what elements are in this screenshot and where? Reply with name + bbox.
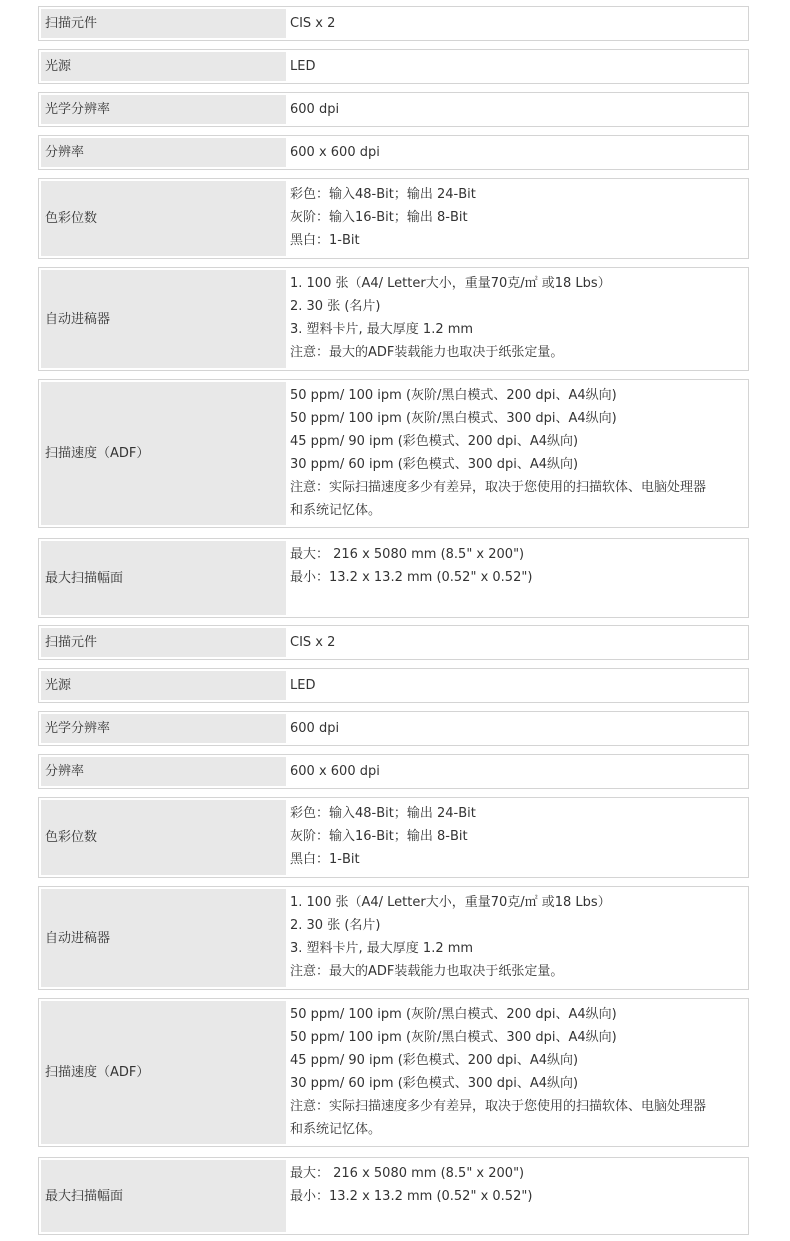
spec-label: 分辨率 [41, 138, 286, 167]
spec-value-line: 注意：实际扫描速度多少有差异，取决于您使用的扫描软体、电脑处理器 [290, 480, 707, 495]
spec-value-line: 3. 塑料卡片, 最大厚度 1.2 mm [290, 322, 474, 337]
spec-row [38, 668, 749, 703]
spec-value-line: 50 ppm/ 100 ipm (灰阶/黑白模式、200 dpi、A4纵向) [290, 388, 617, 403]
spec-row [38, 6, 749, 41]
spec-value-line: 3. 塑料卡片, 最大厚度 1.2 mm [290, 941, 474, 956]
spec-row [38, 754, 749, 789]
spec-value [286, 181, 746, 256]
spec-row [38, 538, 749, 618]
spec-label: 色彩位数 [41, 800, 286, 875]
spec-value-line: 45 ppm/ 90 ipm (彩色模式、200 dpi、A4纵向) [290, 1053, 579, 1068]
spec-value-line: 45 ppm/ 90 ipm (彩色模式、200 dpi、A4纵向) [290, 434, 579, 449]
spec-value-line: 彩色：输入48-Bit；输出 24-Bit [290, 187, 476, 202]
spec-value [286, 52, 746, 81]
spec-value [286, 541, 746, 615]
spec-label: 扫描速度（ADF） [41, 1001, 286, 1144]
spec-value-line: 50 ppm/ 100 ipm (灰阶/黑白模式、200 dpi、A4纵向) [290, 1007, 617, 1022]
spec-value-line: 600 dpi [290, 102, 340, 117]
spec-value-line: 1. 100 张（A4/ Letter大小，重量70克/㎡ 或18 Lbs） [290, 276, 611, 291]
spec-value-line: 最小：13.2 x 13.2 mm (0.52" x 0.52") [290, 1189, 533, 1204]
spec-value-line: 注意：最大的ADF装载能力也取决于纸张定量。 [290, 964, 564, 979]
spec-label: 最大扫描幅面 [41, 1160, 286, 1232]
spec-value [286, 889, 746, 987]
spec-value-line: 30 ppm/ 60 ipm (彩色模式、300 dpi、A4纵向) [290, 457, 579, 472]
spec-label: 自动进稿器 [41, 889, 286, 987]
spec-value-line: 注意：最大的ADF装载能力也取决于纸张定量。 [290, 345, 564, 360]
spec-value-line: LED [290, 59, 316, 74]
spec-row [38, 267, 749, 371]
spec-value [286, 1160, 746, 1232]
spec-value [286, 714, 746, 743]
spec-label: 光学分辨率 [41, 714, 286, 743]
spec-row [38, 49, 749, 84]
spec-value [286, 628, 746, 657]
spec-value-line: 1. 100 张（A4/ Letter大小，重量70克/㎡ 或18 Lbs） [290, 895, 611, 910]
spec-value [286, 95, 746, 124]
spec-row [38, 379, 749, 528]
spec-value-line: 最大： 216 x 5080 mm (8.5" x 200") [290, 1166, 525, 1181]
spec-value-line: CIS x 2 [290, 635, 336, 650]
spec-value-line: 2. 30 张 (名片) [290, 299, 381, 314]
spec-label: 光学分辨率 [41, 95, 286, 124]
spec-value [286, 757, 746, 786]
spec-value-line: 和系统记忆体。 [290, 503, 382, 518]
spec-value [286, 1001, 746, 1144]
spec-label: 最大扫描幅面 [41, 541, 286, 615]
spec-value-line: 灰阶：输入16-Bit；输出 8-Bit [290, 210, 468, 225]
spec-value [286, 382, 746, 525]
spec-value-line: 50 ppm/ 100 ipm (灰阶/黑白模式、300 dpi、A4纵向) [290, 1030, 617, 1045]
spec-value-line: 灰阶：输入16-Bit；输出 8-Bit [290, 829, 468, 844]
spec-value-line: CIS x 2 [290, 16, 336, 31]
spec-value [286, 671, 746, 700]
spec-row [38, 797, 749, 878]
spec-value-line: 600 dpi [290, 721, 340, 736]
spec-value [286, 800, 746, 875]
spec-label: 自动进稿器 [41, 270, 286, 368]
spec-row [38, 711, 749, 746]
spec-label: 扫描速度（ADF） [41, 382, 286, 525]
spec-row [38, 998, 749, 1147]
spec-row [38, 92, 749, 127]
spec-row [38, 178, 749, 259]
spec-row [38, 135, 749, 170]
spec-label: 光源 [41, 52, 286, 81]
spec-value [286, 9, 746, 38]
spec-value-line: 最大： 216 x 5080 mm (8.5" x 200") [290, 547, 525, 562]
spec-value-line: 600 x 600 dpi [290, 764, 380, 779]
spec-value [286, 270, 746, 368]
spec-row [38, 625, 749, 660]
spec-value-line: 黑白：1-Bit [290, 852, 360, 867]
spec-label: 扫描元件 [41, 628, 286, 657]
spec-value-line: 30 ppm/ 60 ipm (彩色模式、300 dpi、A4纵向) [290, 1076, 579, 1091]
spec-label: 色彩位数 [41, 181, 286, 256]
spec-value-line: 黑白：1-Bit [290, 233, 360, 248]
spec-value-line: 最小：13.2 x 13.2 mm (0.52" x 0.52") [290, 570, 533, 585]
spec-value-line: 彩色：输入48-Bit；输出 24-Bit [290, 806, 476, 821]
spec-row [38, 1157, 749, 1235]
spec-label: 光源 [41, 671, 286, 700]
spec-value-line: 50 ppm/ 100 ipm (灰阶/黑白模式、300 dpi、A4纵向) [290, 411, 617, 426]
spec-value [286, 138, 746, 167]
spec-label: 分辨率 [41, 757, 286, 786]
spec-value-line: 2. 30 张 (名片) [290, 918, 381, 933]
spec-value-line: LED [290, 678, 316, 693]
spec-row [38, 886, 749, 990]
spec-value-line: 600 x 600 dpi [290, 145, 380, 160]
spec-label: 扫描元件 [41, 9, 286, 38]
spec-value-line: 注意：实际扫描速度多少有差异，取决于您使用的扫描软体、电脑处理器 [290, 1099, 707, 1114]
spec-value-line: 和系统记忆体。 [290, 1122, 382, 1137]
